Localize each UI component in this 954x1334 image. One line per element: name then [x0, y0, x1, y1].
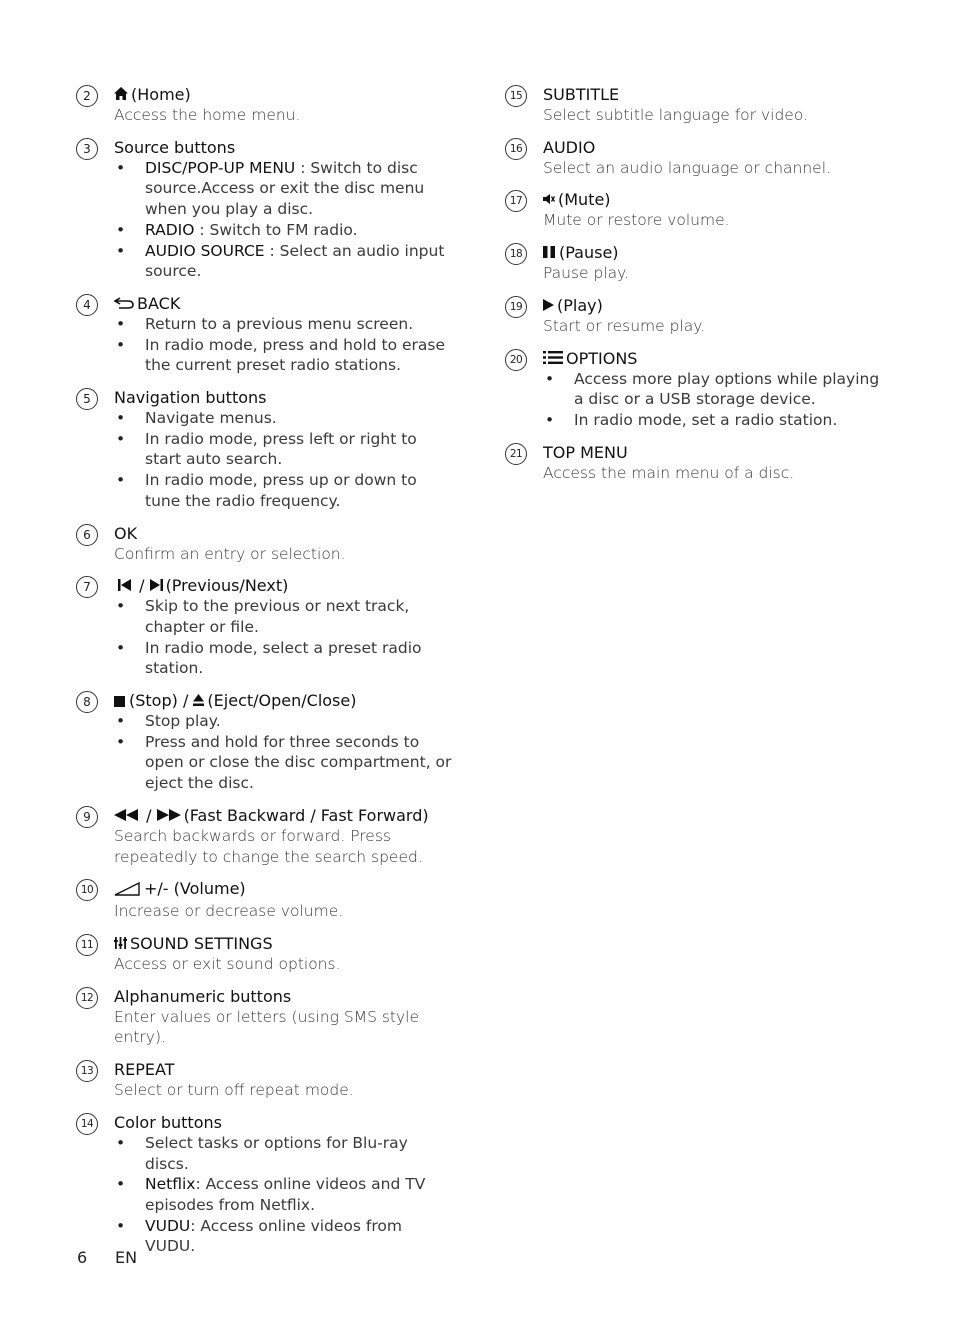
list-item: • Select tasks or options for Blu-ray discs.	[116, 1133, 408, 1173]
item-number: 3	[76, 138, 98, 160]
item-volume	[76, 878, 456, 922]
list-item: • Netflix: Access online videos and TV episodes from Netflix.	[116, 1175, 426, 1214]
item-title: (Pause)	[543, 242, 885, 263]
item-number: 15	[505, 85, 527, 107]
item-back	[76, 293, 456, 376]
list-item: • Skip to the previous or next track, chapter or file.	[116, 597, 410, 636]
list-item: • RADIO : Switch to FM radio.	[116, 220, 358, 239]
item-stop-eject	[76, 690, 456, 794]
left-column	[76, 84, 456, 1268]
list-item: • AUDIO SOURCE : Select an audio input source.	[116, 241, 445, 281]
item-previous-next	[76, 575, 456, 679]
item-home	[76, 84, 456, 126]
bullet-list	[114, 408, 456, 512]
item-source-buttons	[76, 137, 456, 282]
page-footer	[77, 1248, 137, 1267]
list-item: • In radio mode, press up or down to tune the radio frequency.	[116, 471, 417, 510]
bullet-list	[114, 596, 456, 679]
item-number: 8	[76, 691, 98, 713]
item-number: 17	[505, 190, 527, 212]
item-title: / (Fast Backward / Fast Forward)	[114, 805, 456, 826]
stop-icon	[114, 696, 125, 707]
item-number: 9	[76, 806, 98, 828]
item-ok	[76, 523, 456, 565]
item-top-menu	[505, 442, 885, 484]
list-item: • Stop play.	[116, 712, 221, 731]
item-title: BACK	[114, 293, 456, 314]
list-item: • VUDU: Access online videos from VUDU.	[116, 1216, 402, 1256]
list-item: • In radio mode, press and hold to erase the current preset radio stations.	[116, 335, 446, 375]
item-title: TOP MENU	[543, 442, 628, 462]
mute-icon	[543, 189, 555, 210]
item-description: Select subtitle language for video.	[543, 106, 808, 124]
item-number: 16	[505, 138, 527, 160]
item-audio	[505, 137, 885, 179]
item-navigation-buttons	[76, 387, 456, 512]
item-number: 10	[76, 879, 98, 901]
item-play	[505, 295, 885, 337]
item-number: 19	[505, 296, 527, 318]
item-number: 12	[76, 987, 98, 1009]
item-number: 13	[76, 1060, 98, 1082]
item-number: 4	[76, 294, 98, 316]
item-repeat	[76, 1059, 456, 1101]
bullet-list	[114, 1133, 456, 1257]
item-title: (Play)	[543, 295, 885, 316]
item-description: repeatedly to change the search speed.	[114, 847, 423, 866]
item-title: REPEAT	[114, 1060, 175, 1080]
item-subtitle	[505, 84, 885, 126]
item-description: Search backwards or forward. Press	[114, 826, 391, 845]
eject-icon	[193, 690, 204, 711]
item-description: Access the main menu of a disc.	[543, 463, 795, 482]
item-title: SOUND SETTINGS	[114, 933, 456, 954]
item-number: 7	[76, 576, 98, 598]
item-description: Mute or restore volume.	[543, 211, 730, 230]
item-description: Confirm an entry or selection.	[114, 544, 346, 563]
item-number: 18	[505, 243, 527, 265]
list-item: • DISC/POP-UP MENU : Switch to disc source.Access or exit the disc menu when you play a disc.	[116, 158, 425, 219]
list-item: • Return to a previous menu screen.	[116, 314, 414, 333]
equalizer-icon	[114, 933, 127, 954]
item-title: (Mute)	[543, 189, 885, 210]
rewind-icon	[114, 805, 138, 826]
item-title: AUDIO	[543, 137, 596, 157]
play-icon	[543, 295, 554, 316]
next-icon	[150, 575, 163, 596]
item-number: 2	[76, 85, 98, 107]
item-description: Select or turn off repeat mode.	[114, 1081, 354, 1100]
item-description: Select an audio language or channel.	[543, 158, 831, 177]
item-fast-backward-forward	[76, 805, 456, 867]
list-item: • Navigate menus.	[116, 409, 277, 428]
language-code: EN	[115, 1248, 138, 1267]
list-item: • In radio mode, press left or right to start auto search.	[116, 429, 417, 469]
item-number: 21	[505, 443, 527, 465]
item-title: (Home)	[114, 84, 456, 105]
item-title: Source buttons	[114, 137, 236, 157]
item-title: OPTIONS	[543, 348, 885, 369]
volume-icon	[114, 880, 140, 901]
item-description: Increase or decrease volume.	[114, 902, 344, 921]
previous-icon	[118, 575, 131, 596]
item-alphanumeric-buttons	[76, 986, 456, 1048]
item-mute	[505, 189, 885, 231]
item-number: 5	[76, 388, 98, 410]
item-title: Navigation buttons	[114, 388, 267, 408]
item-title: (Stop) / (Eject/Open/Close)	[114, 690, 456, 711]
list-item: • In radio mode, set a radio station.	[545, 410, 838, 429]
item-number: 11	[76, 934, 98, 956]
item-pause	[505, 242, 885, 284]
item-title: +/- (Volume)	[114, 878, 456, 901]
item-title: / (Previous/Next)	[114, 575, 456, 596]
item-title: Color buttons	[114, 1112, 222, 1132]
list-item: • Press and hold for three seconds to open or close the disc compartment, or eject the disc.	[116, 732, 452, 793]
bullet-list	[543, 369, 885, 431]
fast-forward-icon	[157, 805, 181, 826]
item-title: SUBTITLE	[543, 85, 620, 104]
item-title: OK	[114, 523, 138, 543]
list-item: • Access more play options while playing a disc or a USB storage device.	[545, 369, 880, 409]
home-icon	[114, 84, 128, 105]
item-number: 20	[505, 349, 527, 371]
bullet-list	[114, 314, 456, 376]
item-number: 6	[76, 524, 98, 546]
item-description: Enter values or letters (using SMS style entry).	[114, 1007, 420, 1047]
item-description: Access the home menu.	[114, 106, 301, 124]
right-column	[505, 84, 885, 494]
bullet-list	[114, 711, 456, 794]
item-number: 14	[76, 1113, 98, 1135]
back-arrow-icon	[114, 293, 134, 314]
page-number: 6	[77, 1248, 88, 1267]
item-color-buttons	[76, 1112, 456, 1257]
item-title: Alphanumeric buttons	[114, 986, 292, 1006]
bullet-list	[114, 158, 456, 282]
item-description: Pause play.	[543, 264, 630, 283]
options-list-icon	[543, 348, 563, 369]
item-sound-settings	[76, 933, 456, 975]
item-description: Access or exit sound options.	[114, 954, 341, 973]
list-item: • In radio mode, select a preset radio station.	[116, 638, 422, 678]
pause-icon	[543, 242, 556, 263]
item-options	[505, 348, 885, 431]
item-description: Start or resume play.	[543, 316, 706, 335]
